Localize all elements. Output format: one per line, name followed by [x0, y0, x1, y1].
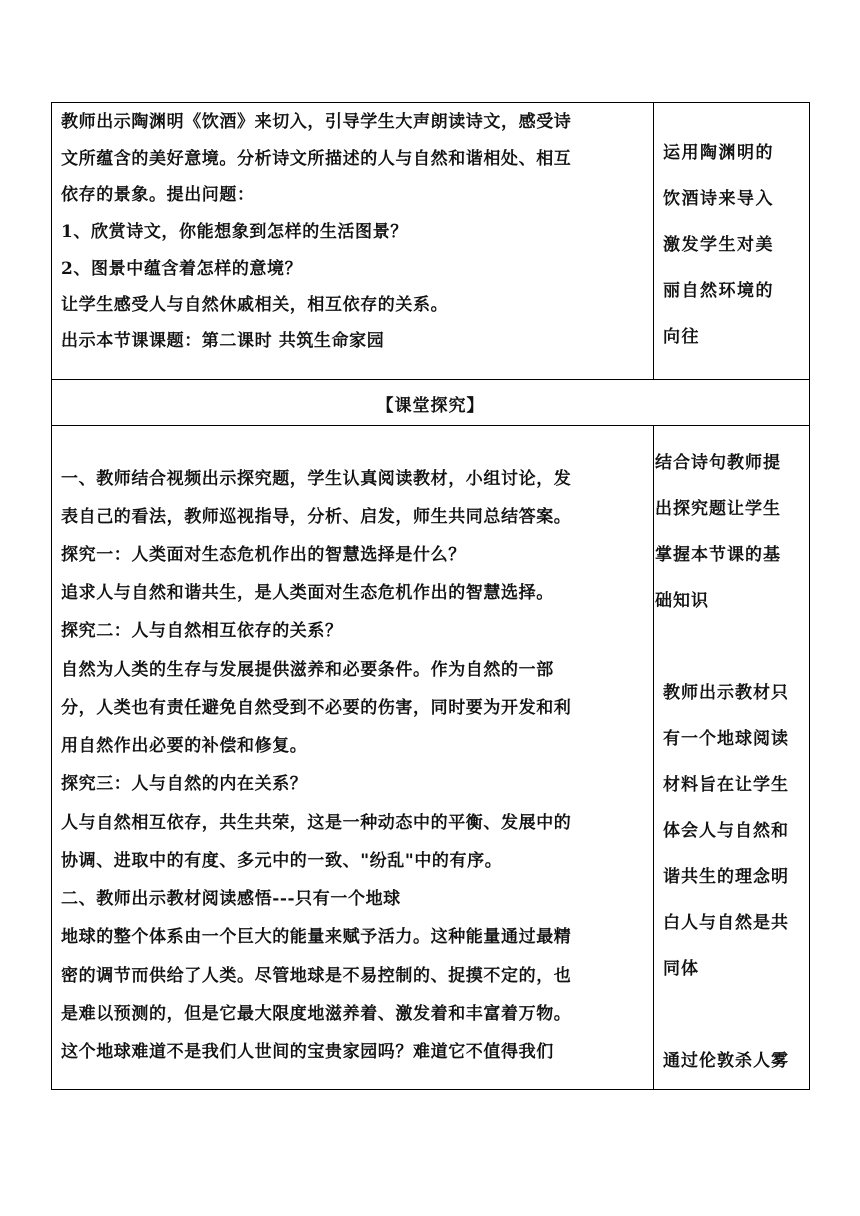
note-line: 向往 [663, 327, 700, 347]
column-divider-bottom [653, 425, 654, 1089]
text-line: 人与自然相互依存，共生共荣，这是一种动态中的平衡、发展中的 [61, 813, 572, 833]
note-line: 饮酒诗来导入 [663, 189, 774, 209]
text-line: 地球的整个体系由一个巨大的能量来赋予活力。这种能量通过最精 [61, 927, 572, 947]
text-line: 依存的景象。提出问题： [61, 185, 255, 205]
text-line: 探究二：人与自然相互依存的关系？ [61, 621, 343, 641]
text-line: 教师出示陶渊明《饮酒》来切入，引导学生大声朗读诗文，感受诗 [61, 112, 572, 132]
inquiry-main-cell [61, 425, 651, 1089]
text-line: 1、欣赏诗文，你能想象到怎样的生活图景？ [61, 222, 408, 242]
note-line: 丽自然环境的 [663, 281, 774, 301]
note-line: 同体 [663, 959, 699, 979]
row-divider-1 [52, 379, 809, 380]
text-line: 协调、进取中的有度、多元中的一致、"纷乱"中的有序。 [61, 851, 503, 871]
lesson-table [51, 102, 810, 1090]
text-line: 用自然作出必要的补偿和修复。 [61, 736, 308, 756]
note-line: 体会人与自然和 [663, 821, 789, 841]
text-line: 追求人与自然和谐共生，是人类面对生态危机作出的智慧选择。 [61, 583, 554, 603]
text-line: 出示本节课课题：第二课时 共筑生命家园 [61, 331, 385, 351]
text-line: 密的调节而供给了人类。尽管地球是不易控制的、捉摸不定的，也 [61, 966, 572, 986]
inquiry-note-cell [655, 425, 809, 1089]
intro-note-cell [663, 103, 809, 379]
text-line: 文所蕴含的美好意境。分析诗文所描述的人与自然和谐相处、相互 [61, 149, 572, 169]
text-line: 是难以预测的，但是它最大限度地滋养着、激发着和丰富着万物。 [61, 1004, 572, 1024]
note-line: 运用陶渊明的 [663, 143, 774, 163]
text-line: 让学生感受人与自然休戚相关，相互依存的关系。 [61, 295, 449, 315]
text-line: 探究一：人类面对生态危机作出的智慧选择是什么？ [61, 545, 466, 565]
text-line: 探究三：人与自然的内在关系？ [61, 774, 308, 794]
note-line: 通过伦敦杀人雾 [663, 1051, 789, 1071]
column-divider-top [653, 103, 654, 379]
intro-main-cell [61, 103, 651, 379]
text-line: 一、教师结合视频出示探究题，学生认真阅读教材，小组讨论，发 [61, 469, 572, 489]
note-line: 出探究题让学生 [655, 499, 781, 519]
text-line: 这个地球难道不是我们人世间的宝贵家园吗？难道它不值得我们 [61, 1042, 554, 1062]
note-line: 激发学生对美 [663, 235, 774, 255]
note-line: 教师出示教材只 [663, 683, 789, 703]
section-heading: 【课堂探究】 [376, 396, 485, 416]
text-line: 自然为人类的生存与发展提供滋养和必要条件。作为自然的一部 [61, 660, 554, 680]
note-line: 掌握本节课的基 [655, 545, 781, 565]
text-line: 2、图景中蕴含着怎样的意境？ [61, 259, 303, 279]
note-line: 材料旨在让学生 [663, 775, 789, 795]
note-line: 谐共生的理念明 [663, 867, 789, 887]
note-line: 白人与自然是共 [663, 913, 789, 933]
note-line: 有一个地球阅读 [663, 729, 789, 749]
text-line: 分，人类也有责任避免自然受到不必要的伤害，同时要为开发和利 [61, 698, 572, 718]
text-line: 二、教师出示教材阅读感悟---只有一个地球 [61, 889, 401, 909]
text-line: 表自己的看法，教师巡视指导，分析、启发，师生共同总结答案。 [61, 507, 572, 527]
note-line: 础知识 [655, 591, 709, 611]
note-line: 结合诗句教师提 [655, 453, 781, 473]
